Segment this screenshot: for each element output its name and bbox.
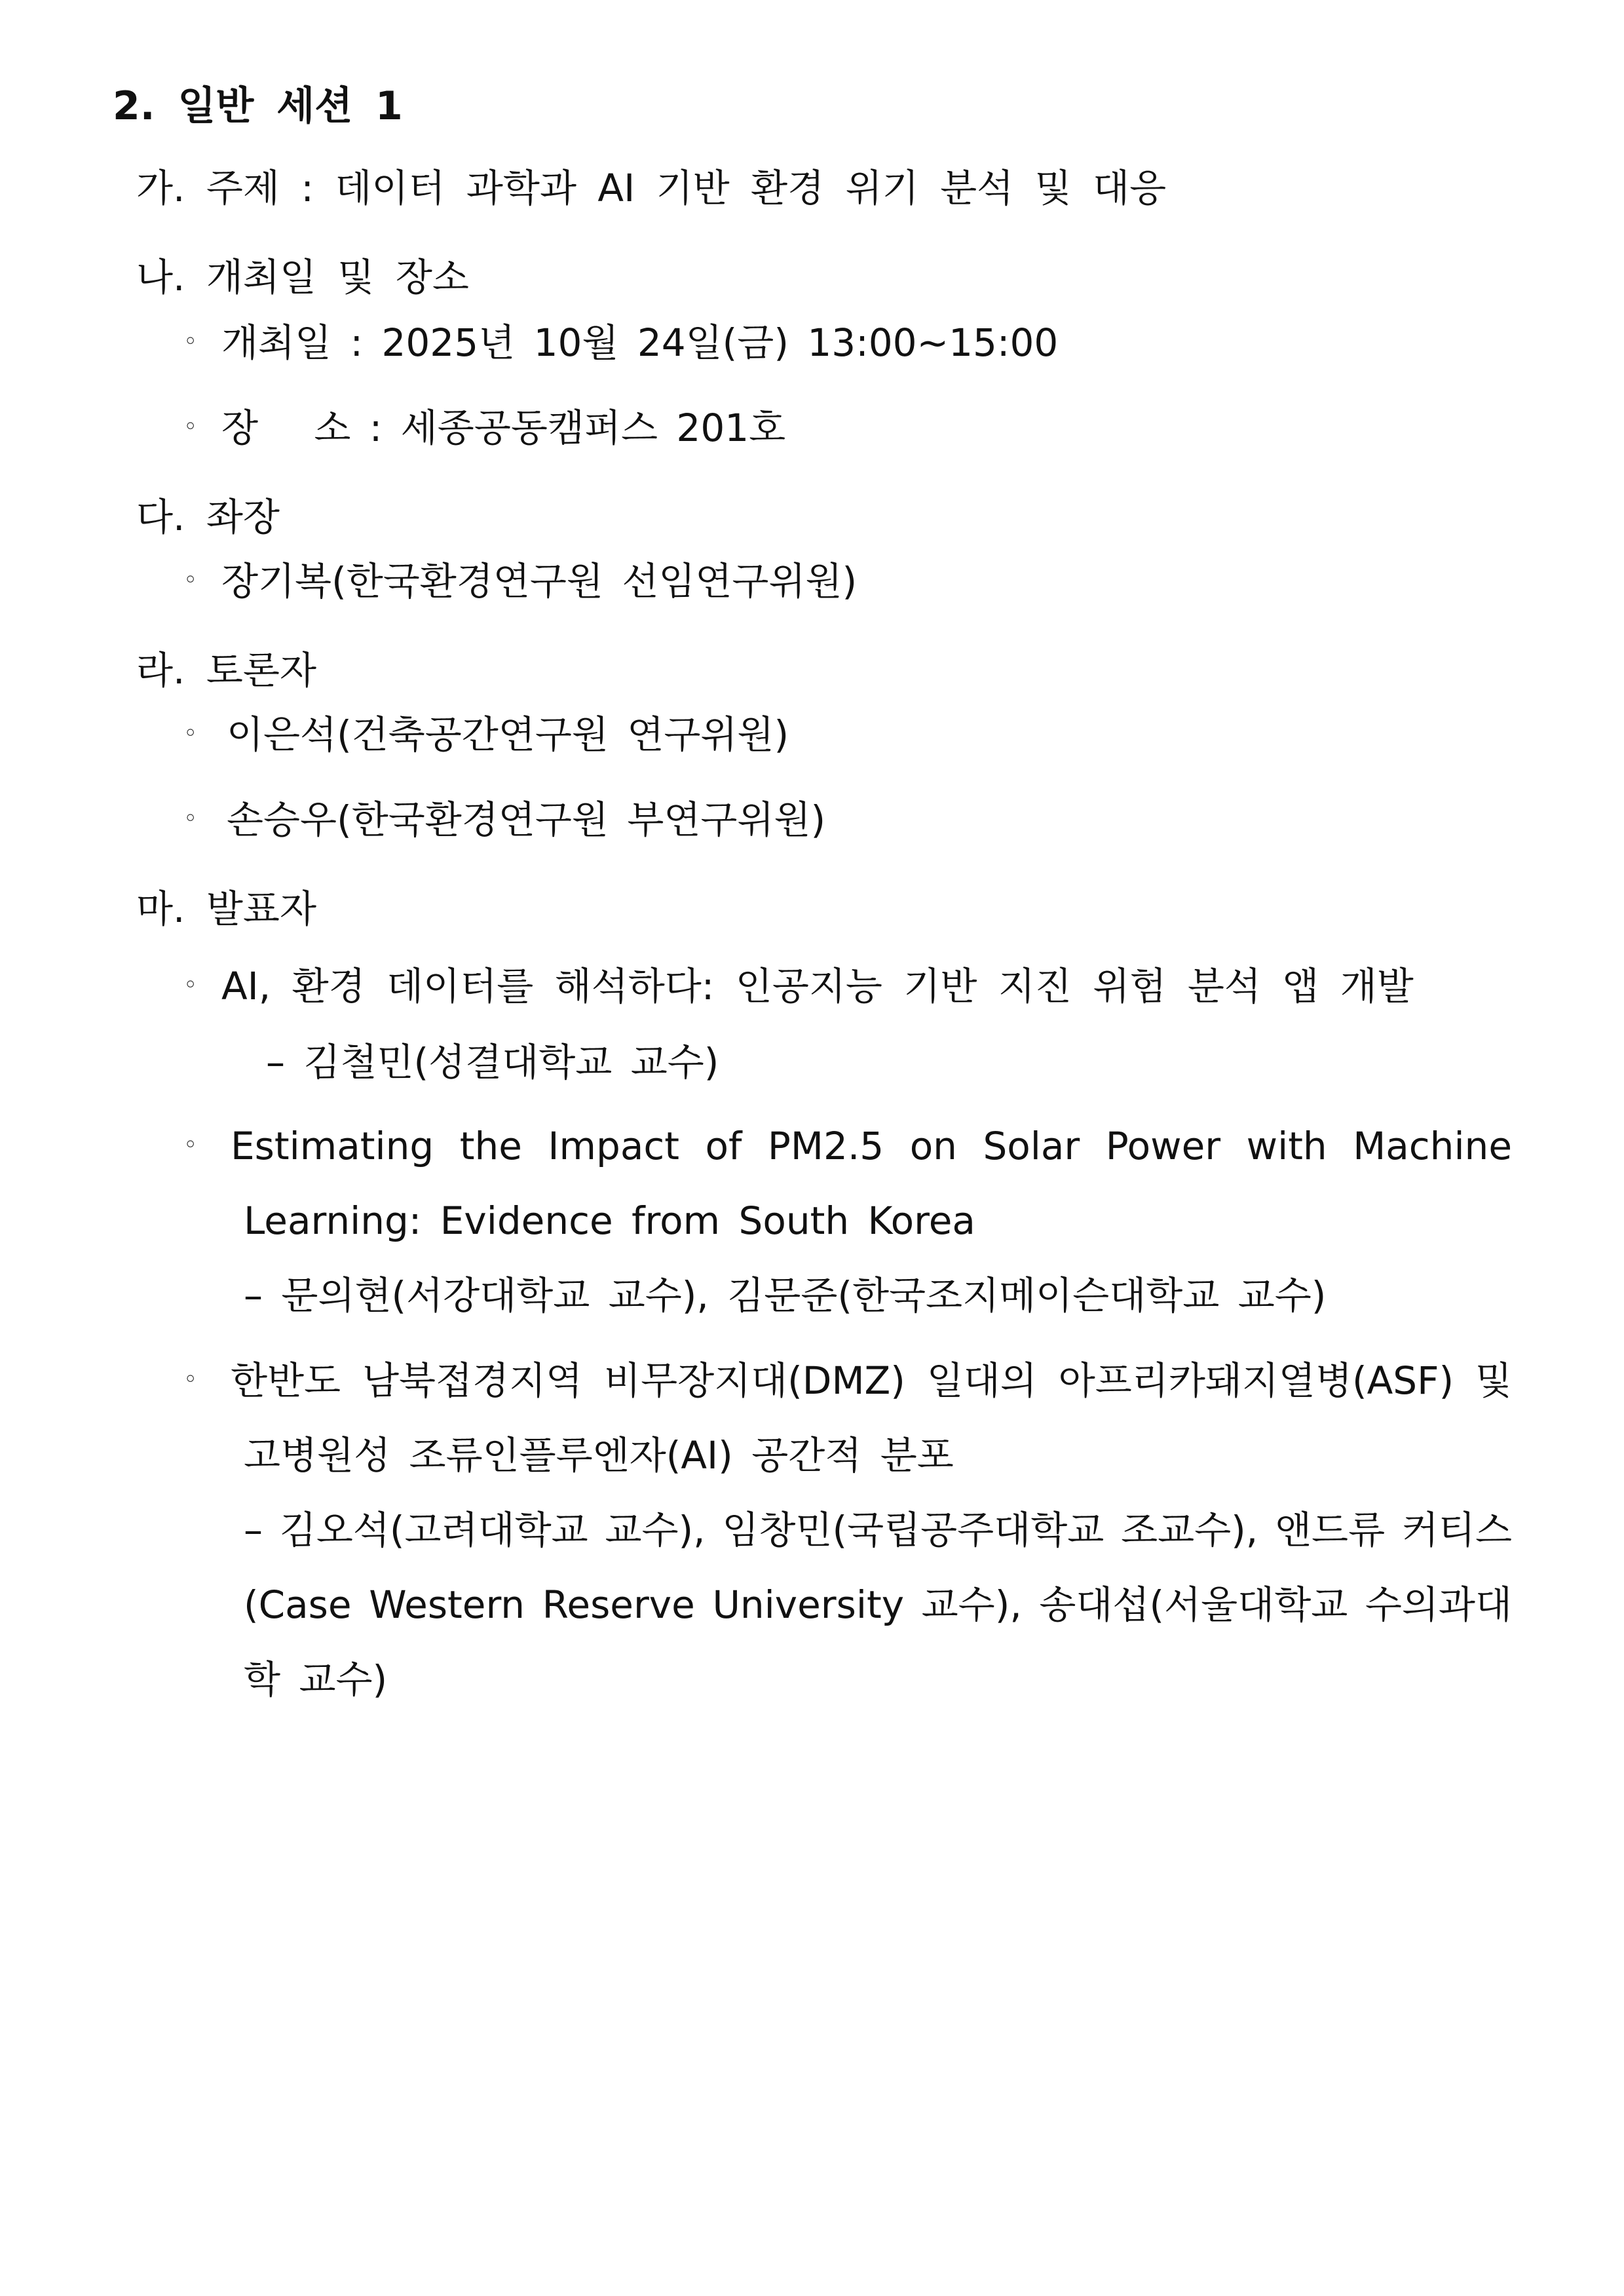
bullet-marker: ◦: [183, 720, 198, 747]
talk-title: AI, 환경 데이터를 해석하다: 인공지능 기반 지진 위험 분석 앱 개발: [221, 964, 1414, 1008]
talk-speakers: (Case Western Reserve University 교수), 송대섭(서울대학교 수의과대: [244, 1582, 1512, 1627]
talk-title: 고병원성 조류인플루엔자(AI) 공간적 분포: [244, 1433, 954, 1478]
bullet-marker: ◦: [183, 972, 198, 999]
discussant-item: 이은석(건축공간연구원 연구위원): [227, 712, 789, 757]
discussant-item: 손승우(한국환경연구원 부연구위원): [227, 797, 826, 842]
chair-heading: 다. 좌장: [136, 495, 280, 539]
bullet-marker: ◦: [183, 805, 198, 832]
talk-speakers: – 문의현(서강대학교 교수), 김문준(한국조지메이슨대학교 교수): [244, 1273, 1327, 1318]
talk-title: 한반도 남북접경지역 비무장지대(DMZ) 일대의 아프리카돼지열병(ASF) 및: [231, 1358, 1512, 1403]
topic-line: 가. 주제 : 데이터 과학과 AI 기반 환경 위기 분석 및 대응: [136, 166, 1167, 210]
talk-speakers: 학 교수): [244, 1657, 388, 1702]
place-line: 장 소 : 세종공동캠퍼스 201호: [221, 406, 786, 450]
datetime-place-heading: 나. 개최일 및 장소: [136, 255, 469, 299]
presenters-heading: 마. 발표자: [136, 887, 316, 931]
section-title: 2. 일반 세션 1: [113, 83, 403, 129]
talk-title: Estimating the Impact of PM2.5 on Solar Power with Machine: [231, 1124, 1512, 1168]
talk-title: Learning: Evidence from South Korea: [244, 1198, 975, 1243]
bullet-marker: ◦: [183, 328, 198, 355]
bullet-marker: ◦: [183, 1366, 198, 1393]
bullet-marker: ◦: [183, 567, 198, 594]
talk-speakers: – 김오석(고려대학교 교수), 임창민(국립공주대학교 조교수), 앤드류 커티스: [244, 1508, 1512, 1552]
date-line: 개최일 : 2025년 10월 24일(금) 13:00~15:00: [221, 320, 1059, 365]
bullet-marker: ◦: [183, 1132, 198, 1158]
chair-person: 장기복(한국환경연구원 선임연구위원): [221, 559, 858, 603]
talk-speakers: – 김철민(성결대학교 교수): [266, 1040, 719, 1084]
discussants-heading: 라. 토론자: [136, 648, 316, 693]
bullet-marker: ◦: [183, 413, 198, 440]
